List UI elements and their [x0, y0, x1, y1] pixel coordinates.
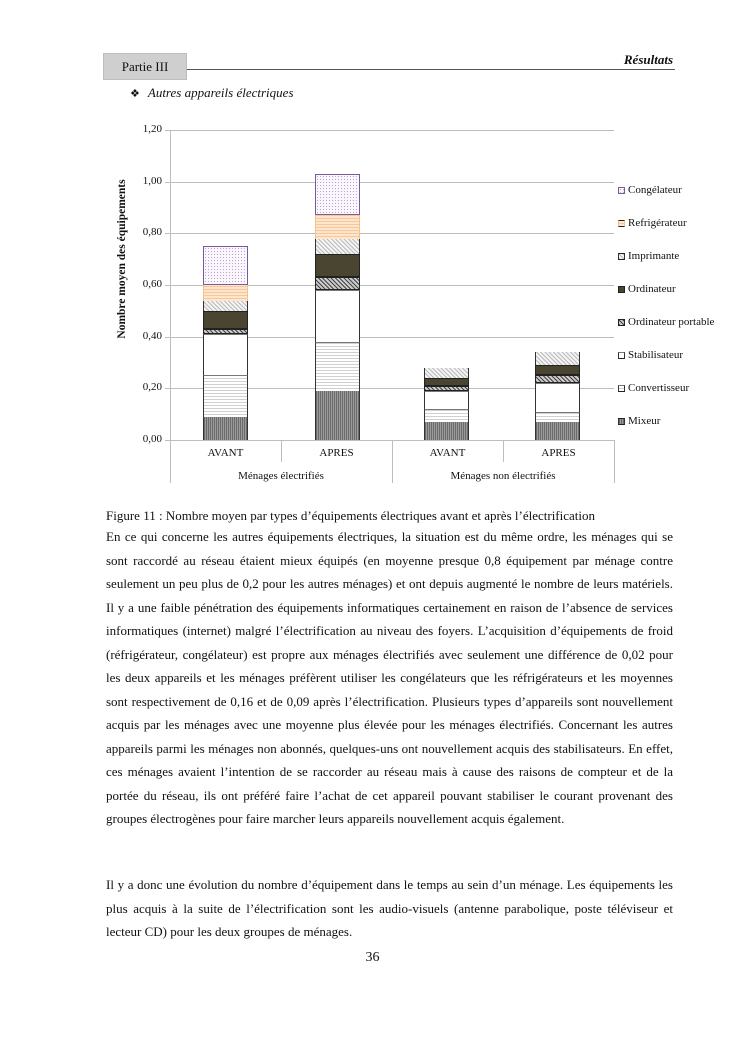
bar-stack [424, 368, 469, 440]
legend-swatch-icon [618, 385, 625, 392]
legend-item [618, 316, 714, 328]
bar-segment-imprimante [424, 368, 469, 378]
legend-swatch-icon [618, 418, 625, 425]
legend-label: Refrigérateur [628, 217, 687, 229]
bar-segment-imprimante [203, 301, 248, 311]
bar-segment-imprimante [535, 352, 580, 365]
legend-item [618, 382, 689, 394]
subsection-heading [130, 85, 294, 101]
bar-segment-mixeur [535, 422, 580, 440]
bar-segment-imprimante [315, 239, 360, 255]
legend-item [618, 250, 679, 262]
legend-item [618, 415, 660, 427]
section-header-label: Partie III [121, 58, 169, 74]
legend-label: Stabilisateur [628, 349, 683, 361]
bar-segment-ordinateur [535, 365, 580, 375]
page-number: 36 [365, 950, 380, 965]
legend-swatch-icon [618, 253, 625, 260]
legend-item [618, 217, 687, 229]
legend-item [618, 349, 683, 361]
bar-segment-stabilisateur [535, 383, 580, 411]
legend-label: Convertisseur [628, 382, 690, 394]
bar-segment-convertisseur [424, 409, 469, 422]
bar-segment-ordinateur [315, 254, 360, 277]
chapter-title: Résultats [623, 52, 673, 67]
y-tick-label: 0,20 [142, 381, 162, 394]
bar-stack [535, 352, 580, 440]
y-tick-label: 1,00 [142, 174, 162, 187]
x-category-label: AVANT [207, 447, 244, 459]
bar-segment-mixeur [203, 417, 248, 440]
bar-segment-cong-lateur [315, 174, 360, 215]
bar-segment-convertisseur [203, 375, 248, 416]
legend-item [618, 184, 682, 196]
plot-area [170, 130, 614, 440]
bar-stack [315, 174, 360, 440]
legend-label: Mixeur [628, 415, 661, 427]
y-tick-label: 1,20 [142, 123, 162, 135]
bar-segment-convertisseur [535, 412, 580, 422]
bar-stack [203, 246, 248, 440]
diamond-bullet-icon: ❖ [130, 88, 140, 100]
legend-swatch-icon [618, 352, 625, 359]
bar-segment-ordinateur [203, 311, 248, 329]
bar-segment-convertisseur [315, 342, 360, 391]
bar-segment-stabilisateur [203, 334, 248, 375]
gridline [165, 440, 614, 441]
y-tick-label: 0,00 [142, 433, 162, 445]
bar-segment-ordinateur-portable [315, 277, 360, 290]
legend-item [618, 283, 676, 295]
bar-segment-ordinateur-portable [535, 375, 580, 383]
x-category-label: APRES [319, 447, 354, 459]
y-tick-label: 0,60 [142, 278, 162, 290]
y-tick-label: 0,80 [142, 226, 162, 239]
x-axis-separator [614, 440, 615, 483]
bar-segment-stabilisateur [424, 391, 469, 409]
body-paragraph: Il y a donc une évolution du nombre d’équipement dans le temps au sein d’un ménage. Les équipements les plus acquis à la suite de l’électrification sont les audio-visuels (antenne parabolique, poste téléviseur et lecteur CD) pour les deux groupes de ménages. [106, 877, 673, 939]
legend-swatch-icon [618, 187, 625, 194]
x-group-label: Ménages électrifiés [238, 470, 324, 482]
legend-swatch-icon [618, 220, 625, 227]
stacked-bar-chart [105, 118, 730, 493]
bar-segment-refrig-rateur [203, 285, 248, 301]
x-category-label: AVANT [429, 447, 466, 459]
figure-caption: Figure 11 : Nombre moyen par types d’équipements électriques avant et après l’électrification [106, 508, 596, 523]
bar-segment-stabilisateur [315, 290, 360, 342]
x-category-label: APRES [541, 447, 576, 459]
legend-swatch-icon [618, 286, 625, 293]
y-tick-label: 0,40 [142, 329, 162, 342]
header-rule [187, 69, 675, 70]
bar-segment-mixeur [424, 422, 469, 440]
bar-segment-cong-lateur [203, 246, 248, 285]
legend-label: Congélateur [628, 184, 682, 196]
section-header-box [103, 53, 187, 80]
body-paragraph: En ce qui concerne les autres équipements électriques, la situation est du même ordre, les ménages qui se sont raccordé au réseau étaient mieux équipés (en moyenne presque 0,8 équipement par ménage contre seulement un peu plus de 0,2 pour les autres ménages) et ont depuis augmenté le nombre de leurs matériels. Il y a une faible pénétration des équipements informatiques certainement en raison de l’absence de services informatiques (internet) malgré l’électrification au niveau des foyers. L’acquisition d’équipements de froid (réfrigérateur, congélateur) est propre aux ménages électrifiés avec seulement une différence de 0,02 pour les deux appareils et les ménages préfèrent utiliser les congélateurs que les réfrigérateurs et les moyennes sont respectivement de 0,16 et de 0,09 après l’électrification. Plusieurs types d’appareils sont nouvellement acquis par les ménages avec une moyenne plus élevée pour les ménages électrifiés. Concernant les autres appareils parmi les ménages non abonnés, quelques-uns ont nouvellement acquis des stabilisateurs. En effet, ces ménages avaient l’intention de se raccorder au réseau mais à cause des raisons de compteur et de la portée du réseau, ils ont préféré faire l’achat de cet appareil pouvant stabiliser le courant provenant des groupes électrogènes pour faire marcher leurs appareils nouvellement acquis également. [106, 529, 673, 826]
subsection-title: Autres appareils électriques [147, 85, 294, 100]
bar-segment-mixeur [315, 391, 360, 440]
bar-segment-refrig-rateur [315, 215, 360, 238]
legend-label: Ordinateur portable [628, 316, 715, 328]
bar-segment-ordinateur [424, 378, 469, 386]
legend-label: Imprimante [628, 250, 680, 262]
legend-label: Ordinateur [628, 283, 676, 295]
x-group-label: Ménages non électrifiés [450, 470, 556, 482]
y-axis-label: Nombre moyen des équipements [116, 179, 128, 339]
legend-swatch-icon [618, 319, 625, 326]
